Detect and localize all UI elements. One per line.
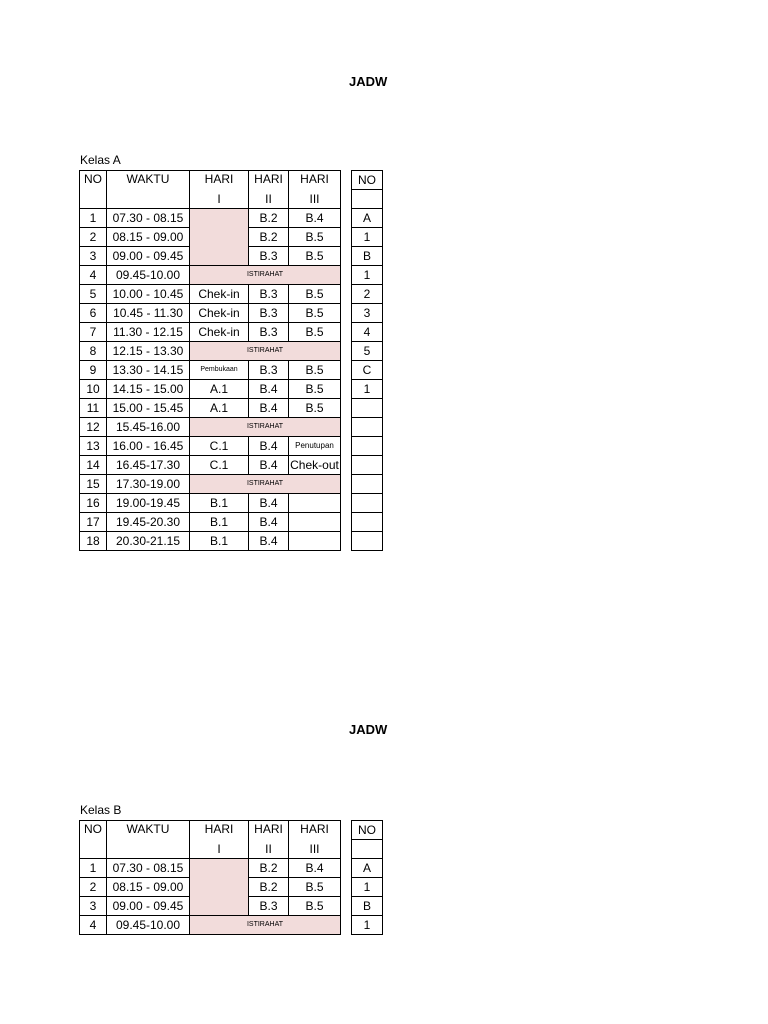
header-waktu: WAKTU — [107, 171, 190, 209]
row-hari-2: B.4 — [249, 532, 289, 551]
side-blank-cell — [352, 840, 383, 859]
table-row — [80, 916, 341, 935]
side-cell: B — [352, 247, 383, 266]
table-row — [80, 475, 341, 494]
row-hari-3: B.5 — [289, 361, 341, 380]
table-row — [80, 532, 341, 551]
side-cell: 1 — [352, 380, 383, 399]
row-hari-3: B.4 — [289, 859, 341, 878]
row-waktu: 08.15 - 09.00 — [107, 228, 190, 247]
side-cell — [352, 494, 383, 513]
side-cell — [352, 418, 383, 437]
header-row — [80, 821, 341, 841]
side-row — [352, 494, 383, 513]
row-no: 3 — [80, 247, 107, 266]
row-hari-2: B.3 — [249, 323, 289, 342]
side-row — [352, 247, 383, 266]
side-header-no: NO — [352, 821, 383, 840]
header-row — [80, 171, 341, 191]
side-row — [352, 285, 383, 304]
header-hari-num-3: III — [289, 190, 341, 209]
side-row — [352, 456, 383, 475]
row-no: 18 — [80, 532, 107, 551]
row-no: 10 — [80, 380, 107, 399]
side-header-row — [352, 171, 383, 190]
side-cell: 1 — [352, 266, 383, 285]
row-hari-2: B.2 — [249, 878, 289, 897]
row-hari-3: B.5 — [289, 380, 341, 399]
row-hari-3: B.5 — [289, 228, 341, 247]
row-hari-3: B.5 — [289, 897, 341, 916]
break-cell: ISTIRAHAT — [190, 266, 341, 285]
row-no: 12 — [80, 418, 107, 437]
row-waktu: 11.30 - 12.15 — [107, 323, 190, 342]
row-hari-1: Chek-in — [190, 323, 249, 342]
row-hari-3: B.5 — [289, 323, 341, 342]
break-cell: ISTIRAHAT — [190, 418, 341, 437]
row-waktu: 20.30-21.15 — [107, 532, 190, 551]
row-no: 7 — [80, 323, 107, 342]
table-row — [80, 285, 341, 304]
row-hari-2: B.2 — [249, 209, 289, 228]
row-hari-3: B.5 — [289, 247, 341, 266]
side-cell — [352, 399, 383, 418]
row-waktu: 09.45-10.00 — [107, 916, 190, 935]
row-waktu: 07.30 - 08.15 — [107, 859, 190, 878]
class-label-b: Kelas B — [80, 803, 122, 817]
side-cell — [352, 437, 383, 456]
header-hari-num-2: II — [249, 840, 289, 859]
side-cell — [352, 475, 383, 494]
table-row — [80, 399, 341, 418]
side-row — [352, 399, 383, 418]
row-hari-1: B.1 — [190, 532, 249, 551]
row-hari-2: B.2 — [249, 859, 289, 878]
row-hari-3: Chek-out — [289, 456, 341, 475]
row-hari-3: Penutupan — [289, 437, 341, 456]
class-label-a: Kelas A — [80, 153, 121, 167]
side-cell: 3 — [352, 304, 383, 323]
row-hari-1: C.1 — [190, 456, 249, 475]
side-cell: A — [352, 859, 383, 878]
side-cell: 1 — [352, 916, 383, 935]
side-row — [352, 323, 383, 342]
blank-day1-cell — [190, 859, 249, 916]
side-header-spacer — [352, 190, 383, 209]
header-hari-1: HARI — [190, 171, 249, 191]
side-row — [352, 513, 383, 532]
side-row — [352, 859, 383, 878]
header-hari-2: HARI — [249, 821, 289, 841]
side-cell: 1 — [352, 228, 383, 247]
side-row — [352, 342, 383, 361]
row-hari-3 — [289, 532, 341, 551]
side-cell: 5 — [352, 342, 383, 361]
row-no: 2 — [80, 878, 107, 897]
row-hari-3: B.4 — [289, 209, 341, 228]
side-row — [352, 475, 383, 494]
row-waktu: 15.00 - 15.45 — [107, 399, 190, 418]
row-waktu: 19.00-19.45 — [107, 494, 190, 513]
row-hari-1: C.1 — [190, 437, 249, 456]
header-hari-2: HARI — [249, 171, 289, 191]
table-row — [80, 304, 341, 323]
row-waktu: 09.00 - 09.45 — [107, 897, 190, 916]
table-row — [80, 266, 341, 285]
row-hari-1: A.1 — [190, 399, 249, 418]
row-no: 9 — [80, 361, 107, 380]
header-hari-3: HARI — [289, 171, 341, 191]
row-hari-3: B.5 — [289, 878, 341, 897]
row-hari-1: A.1 — [190, 380, 249, 399]
row-waktu: 16.45-17.30 — [107, 456, 190, 475]
row-no: 5 — [80, 285, 107, 304]
row-waktu: 14.15 - 15.00 — [107, 380, 190, 399]
table-row — [80, 456, 341, 475]
header-hari-num-3: III — [289, 840, 341, 859]
table-row — [80, 380, 341, 399]
side-cell: 4 — [352, 323, 383, 342]
schedule-table-b — [79, 820, 341, 935]
row-waktu: 16.00 - 16.45 — [107, 437, 190, 456]
side-cell — [352, 532, 383, 551]
table-row — [80, 323, 341, 342]
row-hari-3 — [289, 513, 341, 532]
row-no: 8 — [80, 342, 107, 361]
side-row — [352, 266, 383, 285]
row-hari-2: B.4 — [249, 399, 289, 418]
row-waktu: 10.00 - 10.45 — [107, 285, 190, 304]
table-row — [80, 494, 341, 513]
row-waktu: 09.45-10.00 — [107, 266, 190, 285]
header-hari-num-2: II — [249, 190, 289, 209]
table-row — [80, 859, 341, 878]
break-cell: ISTIRAHAT — [190, 916, 341, 935]
side-cell: A — [352, 209, 383, 228]
row-no: 15 — [80, 475, 107, 494]
document-title-a: JADW — [349, 74, 388, 89]
row-hari-2: B.4 — [249, 494, 289, 513]
side-blank-cell — [352, 190, 383, 209]
row-hari-1: B.1 — [190, 513, 249, 532]
side-table-b — [351, 820, 383, 935]
side-cell — [352, 513, 383, 532]
row-hari-3 — [289, 494, 341, 513]
side-row — [352, 532, 383, 551]
row-hari-2: B.3 — [249, 897, 289, 916]
row-hari-3: B.5 — [289, 399, 341, 418]
row-hari-2: B.4 — [249, 456, 289, 475]
row-hari-2: B.4 — [249, 437, 289, 456]
side-header-no: NO — [352, 171, 383, 190]
row-hari-3: B.5 — [289, 304, 341, 323]
table-row — [80, 513, 341, 532]
row-waktu: 10.45 - 11.30 — [107, 304, 190, 323]
header-hari-1: HARI — [190, 821, 249, 841]
row-hari-2: B.2 — [249, 228, 289, 247]
row-hari-1: Chek-in — [190, 285, 249, 304]
header-hari-num-1: I — [190, 190, 249, 209]
header-hari-3: HARI — [289, 821, 341, 841]
row-waktu: 08.15 - 09.00 — [107, 878, 190, 897]
row-no: 13 — [80, 437, 107, 456]
row-no: 1 — [80, 209, 107, 228]
row-hari-2: B.3 — [249, 285, 289, 304]
side-cell: 1 — [352, 878, 383, 897]
row-no: 16 — [80, 494, 107, 513]
row-hari-2: B.3 — [249, 361, 289, 380]
side-cell — [352, 456, 383, 475]
blank-day1-cell — [190, 209, 249, 266]
row-hari-2: B.3 — [249, 247, 289, 266]
side-row — [352, 437, 383, 456]
header-waktu: WAKTU — [107, 821, 190, 859]
table-row — [80, 361, 341, 380]
row-waktu: 19.45-20.30 — [107, 513, 190, 532]
row-no: 1 — [80, 859, 107, 878]
break-cell: ISTIRAHAT — [190, 475, 341, 494]
row-hari-3: B.5 — [289, 285, 341, 304]
header-hari-num-1: I — [190, 840, 249, 859]
row-no: 4 — [80, 266, 107, 285]
side-table-a — [351, 170, 383, 551]
row-no: 11 — [80, 399, 107, 418]
side-row — [352, 361, 383, 380]
row-no: 17 — [80, 513, 107, 532]
side-row — [352, 878, 383, 897]
row-no: 6 — [80, 304, 107, 323]
side-row — [352, 897, 383, 916]
side-header-spacer — [352, 840, 383, 859]
document-title-b: JADW — [349, 722, 388, 737]
table-row — [80, 437, 341, 456]
row-waktu: 12.15 - 13.30 — [107, 342, 190, 361]
row-no: 14 — [80, 456, 107, 475]
row-hari-1: Chek-in — [190, 304, 249, 323]
side-cell: C — [352, 361, 383, 380]
header-no: NO — [80, 821, 107, 859]
side-row — [352, 228, 383, 247]
side-row — [352, 418, 383, 437]
side-row — [352, 304, 383, 323]
row-hari-2: B.3 — [249, 304, 289, 323]
row-hari-1: B.1 — [190, 494, 249, 513]
side-header-row — [352, 821, 383, 840]
row-hari-2: B.4 — [249, 380, 289, 399]
row-no: 2 — [80, 228, 107, 247]
side-row — [352, 916, 383, 935]
row-waktu: 07.30 - 08.15 — [107, 209, 190, 228]
side-row — [352, 380, 383, 399]
side-row — [352, 209, 383, 228]
row-waktu: 13.30 - 14.15 — [107, 361, 190, 380]
table-row — [80, 342, 341, 361]
break-cell: ISTIRAHAT — [190, 342, 341, 361]
schedule-table-a — [79, 170, 341, 551]
row-hari-1: Pembukaan — [190, 361, 249, 380]
row-no: 4 — [80, 916, 107, 935]
row-no: 3 — [80, 897, 107, 916]
row-waktu: 09.00 - 09.45 — [107, 247, 190, 266]
side-cell: 2 — [352, 285, 383, 304]
row-waktu: 17.30-19.00 — [107, 475, 190, 494]
row-waktu: 15.45-16.00 — [107, 418, 190, 437]
row-hari-2: B.4 — [249, 513, 289, 532]
side-cell: B — [352, 897, 383, 916]
table-row — [80, 418, 341, 437]
header-no: NO — [80, 171, 107, 209]
table-row — [80, 209, 341, 228]
